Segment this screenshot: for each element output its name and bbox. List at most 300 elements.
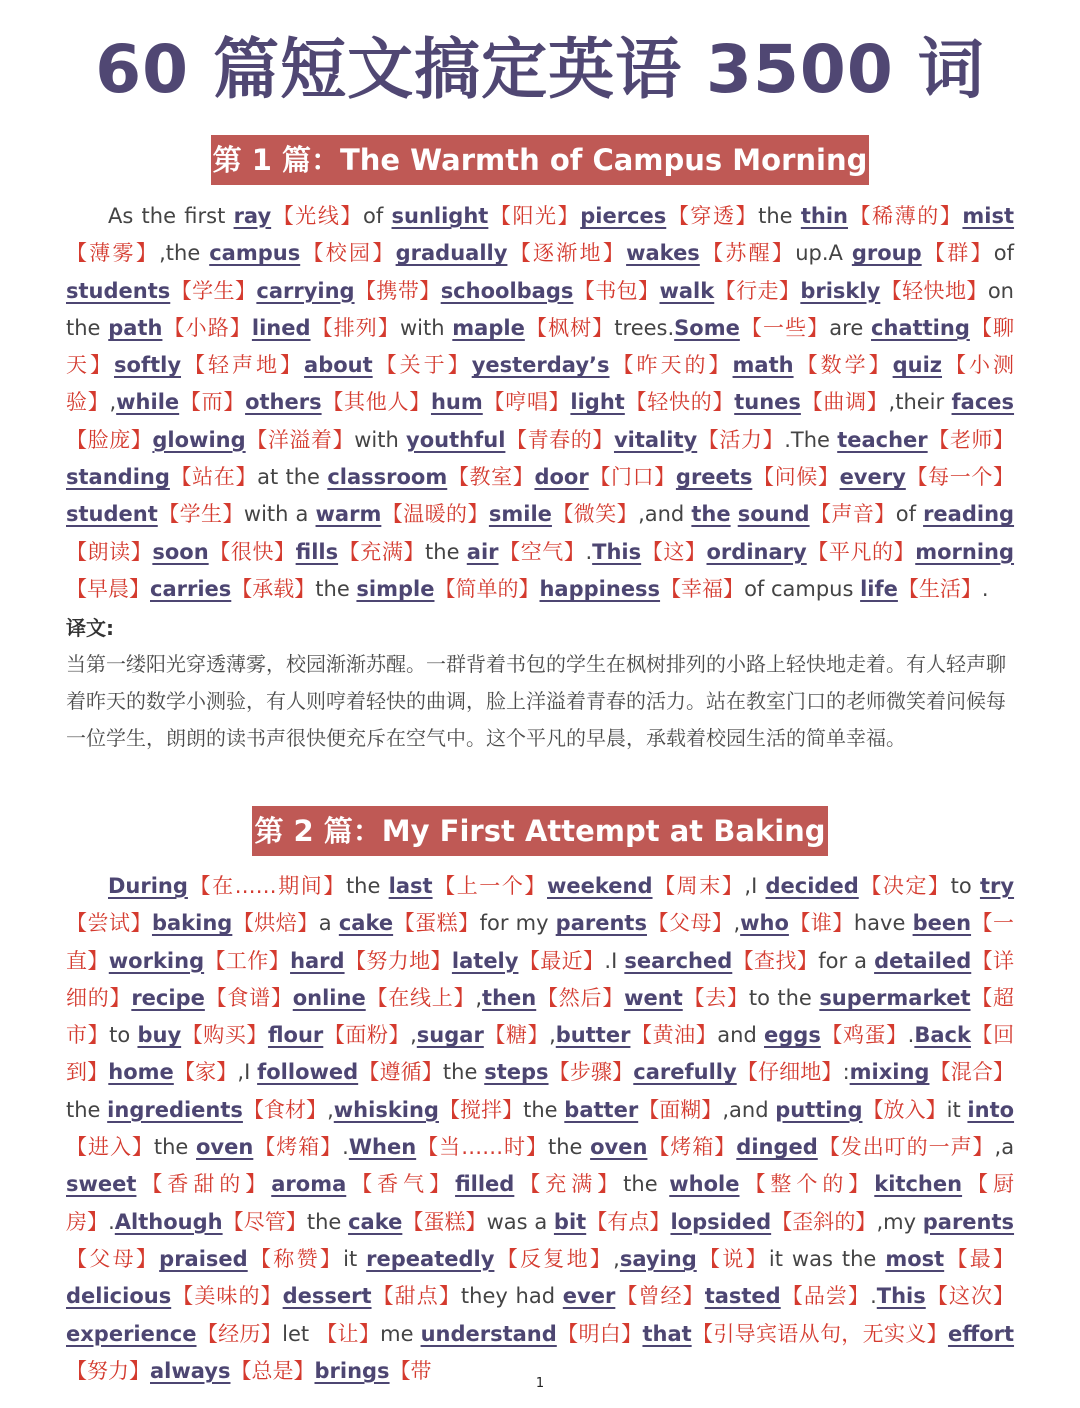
vocab-word: hum [430, 390, 483, 415]
vocab-word: life [860, 576, 898, 601]
vocab-gloss: 【仔细地】 [736, 1060, 843, 1085]
vocab-gloss: 【厨房】 [66, 1172, 1015, 1234]
vocab-word: butter [555, 1023, 631, 1048]
vocab-word: parents [555, 911, 647, 936]
vocab-word: tunes [734, 390, 801, 415]
vocab-word: kitchen [874, 1172, 963, 1197]
vocab-gloss: 【充满】 [514, 1172, 624, 1197]
vocab-gloss: 【然后】 [536, 985, 625, 1010]
vocab-gloss: 【查找】 [732, 948, 819, 973]
article-2-body [66, 868, 1014, 1390]
body-text: , [410, 1023, 417, 1048]
body-text: the [523, 1097, 565, 1122]
vocab-gloss: 【遵循】 [358, 1060, 443, 1085]
vocab-word: always [150, 1358, 231, 1383]
vocab-word: weekend [547, 874, 653, 898]
vocab-word: door [534, 465, 589, 490]
vocab-word: that [642, 1321, 692, 1346]
vocab-word: bit [553, 1209, 587, 1234]
vocab-word: went [624, 985, 683, 1010]
vocab-word: working [108, 948, 205, 973]
vocab-word: ever [562, 1284, 616, 1309]
vocab-word: Although [114, 1209, 223, 1234]
vocab-word: whole [669, 1172, 740, 1197]
vocab-gloss: 【烘焙】 [232, 911, 319, 936]
vocab-word: sugar [416, 1023, 484, 1048]
article-2-heading-wrap [0, 806, 1080, 856]
vocab-gloss: 【温暖的】 [381, 502, 489, 527]
vocab-word: sweet [66, 1172, 137, 1197]
vocab-word: happiness [539, 576, 661, 601]
vocab-gloss: 【品尝】 [780, 1284, 871, 1309]
body-text: with [399, 315, 453, 340]
vocab-word: ordinary [706, 539, 807, 564]
vocab-gloss: 【空气】 [498, 539, 586, 564]
body-text: .I [604, 948, 625, 973]
vocab-gloss: 【校园】 [300, 241, 396, 266]
vocab-gloss: 【总是】 [230, 1358, 315, 1383]
vocab-gloss: 【曾经】 [615, 1284, 705, 1309]
vocab-word: aroma [271, 1172, 347, 1197]
vocab-gloss: 【工作】 [204, 948, 291, 973]
vocab-gloss: 【而】 [179, 390, 246, 415]
vocab-gloss: 【努力地】 [344, 948, 452, 973]
body-text: , [327, 1097, 334, 1122]
vocab-word: lately [451, 948, 519, 973]
vocab-gloss: 【行走】 [714, 278, 801, 303]
vocab-gloss: 【周末】 [652, 874, 745, 898]
vocab-word: steps [484, 1060, 549, 1085]
vocab-word: parents [922, 1209, 1015, 1234]
document-title: 60 篇短文搞定英语 3500 词 [95, 31, 985, 108]
body-text: a [318, 911, 339, 936]
vocab-gloss: 【曲调】 [800, 390, 889, 415]
vocab-word: lopsided [670, 1209, 772, 1234]
vocab-word: detailed [874, 948, 972, 973]
article-1-translation: 当第一缕阳光穿透薄雾，校园渐渐苏醒。一群背着书包的学生在枫树排列的小路上轻快地走着。有人轻声聊着昨天的数学小测验，有人则哼着轻快的曲调，脸上洋溢着青春的活力。站在教室门口的老师微笑着问候每一位学生，朗朗的读书声很快便充斥在空气中。这个平凡的早晨，承载着校园生活的简单幸福。 [66, 652, 1006, 750]
vocab-gloss: 【蛋糕】 [393, 911, 480, 936]
vocab-gloss: 【搅拌】 [438, 1097, 524, 1122]
article-1-heading-wrap [0, 135, 1080, 185]
vocab-gloss: 【美味的】 [171, 1284, 283, 1309]
vocab-gloss: 【穿透】 [666, 204, 759, 228]
vocab-word: online [292, 985, 366, 1010]
vocab-word: briskly [800, 278, 881, 303]
vocab-word: searched [624, 948, 733, 973]
body-text: the [425, 539, 467, 564]
body-text: the [315, 576, 357, 601]
vocab-gloss: 【食谱】 [204, 985, 293, 1010]
vocab-gloss: 【朗读】 [66, 539, 153, 564]
page-number: 1 [535, 1376, 545, 1391]
vocab-word: the [691, 502, 731, 527]
vocab-gloss: 【门口】 [588, 465, 676, 490]
body-text: . [108, 1209, 115, 1234]
vocab-gloss: 【小路】 [162, 315, 252, 340]
body-text: to the [748, 985, 820, 1010]
vocab-gloss: 【进入】 [66, 1135, 154, 1160]
vocab-word: buy [137, 1023, 182, 1048]
vocab-word: vitality [613, 427, 698, 452]
vocab-gloss: 【经历】 [196, 1321, 283, 1346]
vocab-word: youthful [406, 427, 506, 452]
vocab-gloss: 【详细的】 [66, 948, 1015, 1010]
vocab-gloss: 【有点】 [586, 1209, 671, 1234]
vocab-gloss: 【努力】 [66, 1358, 150, 1383]
vocab-gloss: 【上一个】 [432, 874, 548, 898]
vocab-word: This [876, 1284, 926, 1309]
body-text: the [153, 1135, 196, 1160]
vocab-gloss: 【很快】 [208, 539, 296, 564]
body-text: . [342, 1135, 349, 1160]
vocab-gloss: 【带 [389, 1358, 432, 1383]
vocab-gloss: 【洋溢着】 [245, 427, 355, 452]
body-text: ,my [876, 1209, 923, 1234]
body-text: for my [479, 911, 556, 936]
vocab-gloss: 【问候】 [752, 465, 840, 490]
body-text: let [282, 1321, 317, 1346]
vocab-word: effort [947, 1321, 1015, 1346]
body-text: ,a [994, 1135, 1015, 1160]
vocab-word: pierces [580, 204, 667, 228]
body-text: : [842, 1060, 850, 1085]
vocab-word: carefully [633, 1060, 737, 1085]
vocab-gloss: 【书包】 [573, 278, 660, 303]
vocab-word: sound [737, 502, 810, 527]
vocab-gloss: 【放入】 [862, 1097, 947, 1122]
vocab-word: reading [923, 502, 1015, 527]
body-text: , [475, 985, 483, 1010]
vocab-word: schoolbags [440, 278, 574, 303]
vocab-gloss: 【当……时】 [416, 1135, 548, 1160]
vocab-word: oven [590, 1135, 648, 1160]
body-text: to [109, 1023, 138, 1048]
vocab-word: then [482, 985, 537, 1010]
vocab-word: campus [209, 241, 301, 266]
body-text: on the [66, 278, 1014, 340]
vocab-gloss: 【糖】 [483, 1023, 550, 1048]
vocab-word: saying [619, 1246, 697, 1271]
vocab-word: followed [257, 1060, 359, 1085]
vocab-gloss: 【香气】 [346, 1172, 456, 1197]
vocab-word: smile [488, 502, 552, 527]
vocab-word: chatting [871, 315, 970, 340]
body-text: for a [818, 948, 875, 973]
body-text: me [380, 1321, 421, 1346]
vocab-word: air [466, 539, 499, 564]
vocab-word: experience [66, 1321, 197, 1346]
vocab-word: Back [914, 1023, 971, 1048]
vocab-gloss: 【整个的】 [739, 1172, 875, 1197]
vocab-word: filled [455, 1172, 515, 1197]
vocab-gloss: 【青春的】 [505, 427, 614, 452]
body-text: the [306, 1209, 349, 1234]
vocab-word: ingredients [107, 1097, 243, 1122]
vocab-gloss: 【甜点】 [371, 1284, 461, 1309]
body-text: it was the [768, 1246, 886, 1271]
vocab-word: oven [196, 1135, 254, 1160]
vocab-gloss: 【购买】 [181, 1023, 268, 1048]
vocab-gloss: 【其他人】 [321, 390, 431, 415]
vocab-gloss: 【说】 [696, 1246, 769, 1271]
vocab-gloss: 【携带】 [354, 278, 441, 303]
vocab-word: warm [315, 502, 382, 527]
vocab-gloss: 【轻快的】 [624, 390, 735, 415]
vocab-word: lined [251, 315, 311, 340]
vocab-word: math [732, 353, 794, 378]
body-text: , [549, 1023, 556, 1048]
vocab-word: mixing [849, 1060, 930, 1085]
vocab-word: morning [915, 539, 1015, 564]
body-text: .The [784, 427, 838, 452]
vocab-gloss: 【学生】 [157, 502, 244, 527]
vocab-gloss: 【回到】 [66, 1023, 1015, 1085]
vocab-gloss: 【混合】 [929, 1060, 1015, 1085]
vocab-gloss: 【排列】 [310, 315, 400, 340]
vocab-word: Some [674, 315, 740, 340]
body-text: ,I [744, 874, 766, 898]
vocab-gloss: 【苏醒】 [699, 241, 796, 266]
body-text: As the first [108, 204, 234, 228]
body-text: ,the [159, 241, 210, 266]
vocab-gloss: 【轻快地】 [880, 278, 988, 303]
body-text: , [613, 1246, 620, 1271]
vocab-word: last [388, 874, 433, 898]
vocab-word: soon [152, 539, 209, 564]
body-text: ,their [888, 390, 952, 415]
vocab-gloss: 【每一个】 [905, 465, 1015, 490]
vocab-gloss: 【最近】 [518, 948, 605, 973]
vocab-gloss: 【让】 [316, 1321, 381, 1346]
vocab-word: thin [800, 204, 848, 228]
vocab-gloss: 【昨天的】 [609, 353, 733, 378]
vocab-word: into [967, 1097, 1015, 1122]
vocab-gloss: 【家】 [173, 1060, 238, 1085]
article-2-heading: 第 2 篇：My First Attempt at Baking [252, 806, 827, 856]
vocab-word: eggs [764, 1023, 821, 1048]
body-text: it [343, 1246, 367, 1271]
vocab-word: every [839, 465, 906, 490]
body-text: up.A [795, 241, 852, 266]
vocab-gloss: 【关于】 [372, 353, 472, 378]
vocab-word: walk [659, 278, 715, 303]
vocab-gloss: 【蛋糕】 [402, 1209, 487, 1234]
vocab-word: dinged [736, 1135, 818, 1160]
body-text: of [993, 241, 1015, 266]
vocab-word: maple [452, 315, 525, 340]
vocab-gloss: 【脸庞】 [66, 427, 153, 452]
vocab-gloss: 【哼唱】 [482, 390, 571, 415]
vocab-word: been [912, 911, 972, 936]
vocab-gloss: 【黄油】 [630, 1023, 718, 1048]
vocab-word: about [304, 353, 373, 378]
body-text: ,I [237, 1060, 258, 1085]
vocab-word: faces [951, 390, 1015, 415]
vocab-gloss: 【简单的】 [434, 576, 540, 601]
vocab-word: student [66, 502, 158, 527]
body-text: , [109, 390, 117, 415]
vocab-word: decided [765, 874, 859, 898]
vocab-word: ray [233, 204, 272, 228]
vocab-gloss: 【引导宾语从句，无实义】 [691, 1321, 948, 1346]
vocab-gloss: 【称赞】 [247, 1246, 344, 1271]
body-text: . [907, 1023, 915, 1048]
body-text: ,and [722, 1097, 776, 1122]
vocab-word: fills [295, 539, 339, 564]
vocab-gloss: 【去】 [682, 985, 749, 1010]
vocab-word: glowing [152, 427, 246, 452]
vocab-gloss: 【幸福】 [660, 576, 745, 601]
vocab-word: simple [356, 576, 435, 601]
vocab-word: batter [564, 1097, 639, 1122]
translation-label: 译文: [66, 616, 114, 640]
vocab-word: brings [314, 1358, 390, 1383]
vocab-word: carrying [256, 278, 355, 303]
vocab-gloss: 【逐渐地】 [507, 241, 627, 266]
vocab-gloss: 【食材】 [242, 1097, 328, 1122]
body-text: the [66, 1097, 108, 1122]
body-text: , [733, 911, 741, 936]
vocab-gloss: 【聊天】 [66, 315, 1015, 378]
vocab-word: gradually [395, 241, 508, 266]
vocab-gloss: 【站在】 [169, 465, 258, 490]
vocab-gloss: 【充满】 [338, 539, 426, 564]
vocab-gloss: 【薄雾】 [66, 241, 160, 266]
vocab-gloss: 【烤箱】 [253, 1135, 343, 1160]
vocab-word: cake [338, 911, 394, 936]
vocab-gloss: 【活力】 [697, 427, 785, 452]
vocab-gloss: 【最】 [944, 1246, 1015, 1271]
body-text: they had [460, 1284, 563, 1309]
vocab-gloss: 【微笑】 [551, 502, 639, 527]
body-text: with a [243, 502, 316, 527]
vocab-word: home [108, 1060, 174, 1085]
body-text: the [548, 1135, 591, 1160]
vocab-word: standing [66, 465, 170, 490]
vocab-gloss: 【父母】 [66, 1246, 160, 1271]
vocab-gloss: 【面粉】 [323, 1023, 411, 1048]
vocab-gloss: 【这次】 [925, 1284, 1015, 1309]
vocab-gloss: 【决定】 [858, 874, 951, 898]
vocab-word: softly [114, 353, 182, 378]
vocab-gloss: 【歪斜的】 [771, 1209, 877, 1234]
body-text: of [363, 204, 392, 228]
vocab-word: greets [675, 465, 753, 490]
vocab-gloss: 【明白】 [556, 1321, 643, 1346]
vocab-gloss: 【声音】 [809, 502, 896, 527]
vocab-word: try [979, 874, 1015, 898]
vocab-gloss: 【父母】 [646, 911, 734, 936]
vocab-word: hard [290, 948, 345, 973]
vocab-gloss: 【阳光】 [488, 204, 581, 228]
vocab-gloss: 【鸡蛋】 [820, 1023, 908, 1048]
vocab-word: most [885, 1246, 945, 1271]
vocab-word: wakes [626, 241, 700, 266]
vocab-gloss: 【谁】 [788, 911, 854, 936]
vocab-word: classroom [327, 465, 448, 490]
body-text: of campus [744, 576, 861, 601]
vocab-word: praised [159, 1246, 248, 1271]
vocab-gloss: 【面糊】 [638, 1097, 723, 1122]
vocab-gloss: 【群】 [921, 241, 994, 266]
vocab-gloss: 【反复地】 [494, 1246, 614, 1271]
vocab-word: recipe [131, 985, 205, 1010]
vocab-word: flour [267, 1023, 324, 1048]
vocab-gloss: 【烤箱】 [647, 1135, 737, 1160]
vocab-gloss: 【在线上】 [365, 985, 476, 1010]
vocab-word: This [592, 539, 642, 564]
vocab-gloss: 【平凡的】 [806, 539, 916, 564]
vocab-gloss: 【数学】 [793, 353, 893, 378]
body-text: . [585, 539, 593, 564]
vocab-word: supermarket [819, 985, 971, 1010]
vocab-word: baking [151, 911, 233, 936]
body-text: it [946, 1097, 968, 1122]
vocab-word: delicious [66, 1284, 172, 1309]
vocab-gloss: 【稀薄的】 [847, 204, 963, 228]
vocab-gloss: 【早晨】 [66, 576, 150, 601]
body-text: . [870, 1284, 877, 1309]
vocab-gloss: 【学生】 [170, 278, 257, 303]
vocab-gloss: 【承载】 [231, 576, 316, 601]
vocab-gloss: 【枫树】 [524, 315, 615, 340]
body-text: the [442, 1060, 485, 1085]
vocab-word: path [108, 315, 163, 340]
vocab-word: yesterday’s [471, 353, 610, 378]
vocab-word: light [570, 390, 625, 415]
body-text: at the [257, 465, 328, 490]
vocab-word: repeatedly [366, 1246, 495, 1271]
vocab-word: putting [775, 1097, 863, 1122]
vocab-word: mist [962, 204, 1015, 228]
vocab-word: others [245, 390, 322, 415]
vocab-word: quiz [892, 353, 943, 378]
vocab-gloss: 【尝试】 [66, 911, 152, 936]
vocab-word: while [116, 390, 180, 415]
vocab-gloss: 【小测验】 [66, 353, 1015, 415]
body-text: are [829, 315, 872, 340]
vocab-word: students [66, 278, 171, 303]
body-text [731, 502, 738, 526]
vocab-word: group [851, 241, 922, 266]
body-text: the [758, 204, 801, 228]
vocab-word: tasted [704, 1284, 781, 1309]
vocab-gloss: 【这】 [641, 539, 707, 564]
body-text: have [853, 911, 913, 936]
body-text: with [354, 427, 407, 452]
vocab-word: teacher [837, 427, 928, 452]
article-1-body [66, 198, 1014, 608]
vocab-word: dessert [282, 1284, 372, 1309]
vocab-gloss: 【教室】 [447, 465, 535, 490]
body-text: the [623, 1172, 670, 1197]
body-text: of [895, 502, 924, 527]
vocab-gloss: 【超市】 [66, 985, 1015, 1048]
vocab-word: sunlight [391, 204, 489, 228]
vocab-gloss: 【生活】 [897, 576, 982, 601]
vocab-gloss: 【轻声地】 [181, 353, 305, 378]
vocab-gloss: 【在……期间】 [187, 874, 346, 898]
body-text: and [717, 1023, 765, 1048]
vocab-word: cake [348, 1209, 403, 1234]
article-1-heading: 第 1 篇：The Warmth of Campus Morning [211, 135, 870, 185]
body-text: the [345, 874, 389, 898]
body-text: . [981, 576, 989, 601]
vocab-word: whisking [333, 1097, 439, 1122]
vocab-gloss: 【步骤】 [548, 1060, 634, 1085]
vocab-gloss: 【一些】 [739, 315, 830, 340]
vocab-word: When [348, 1135, 417, 1160]
